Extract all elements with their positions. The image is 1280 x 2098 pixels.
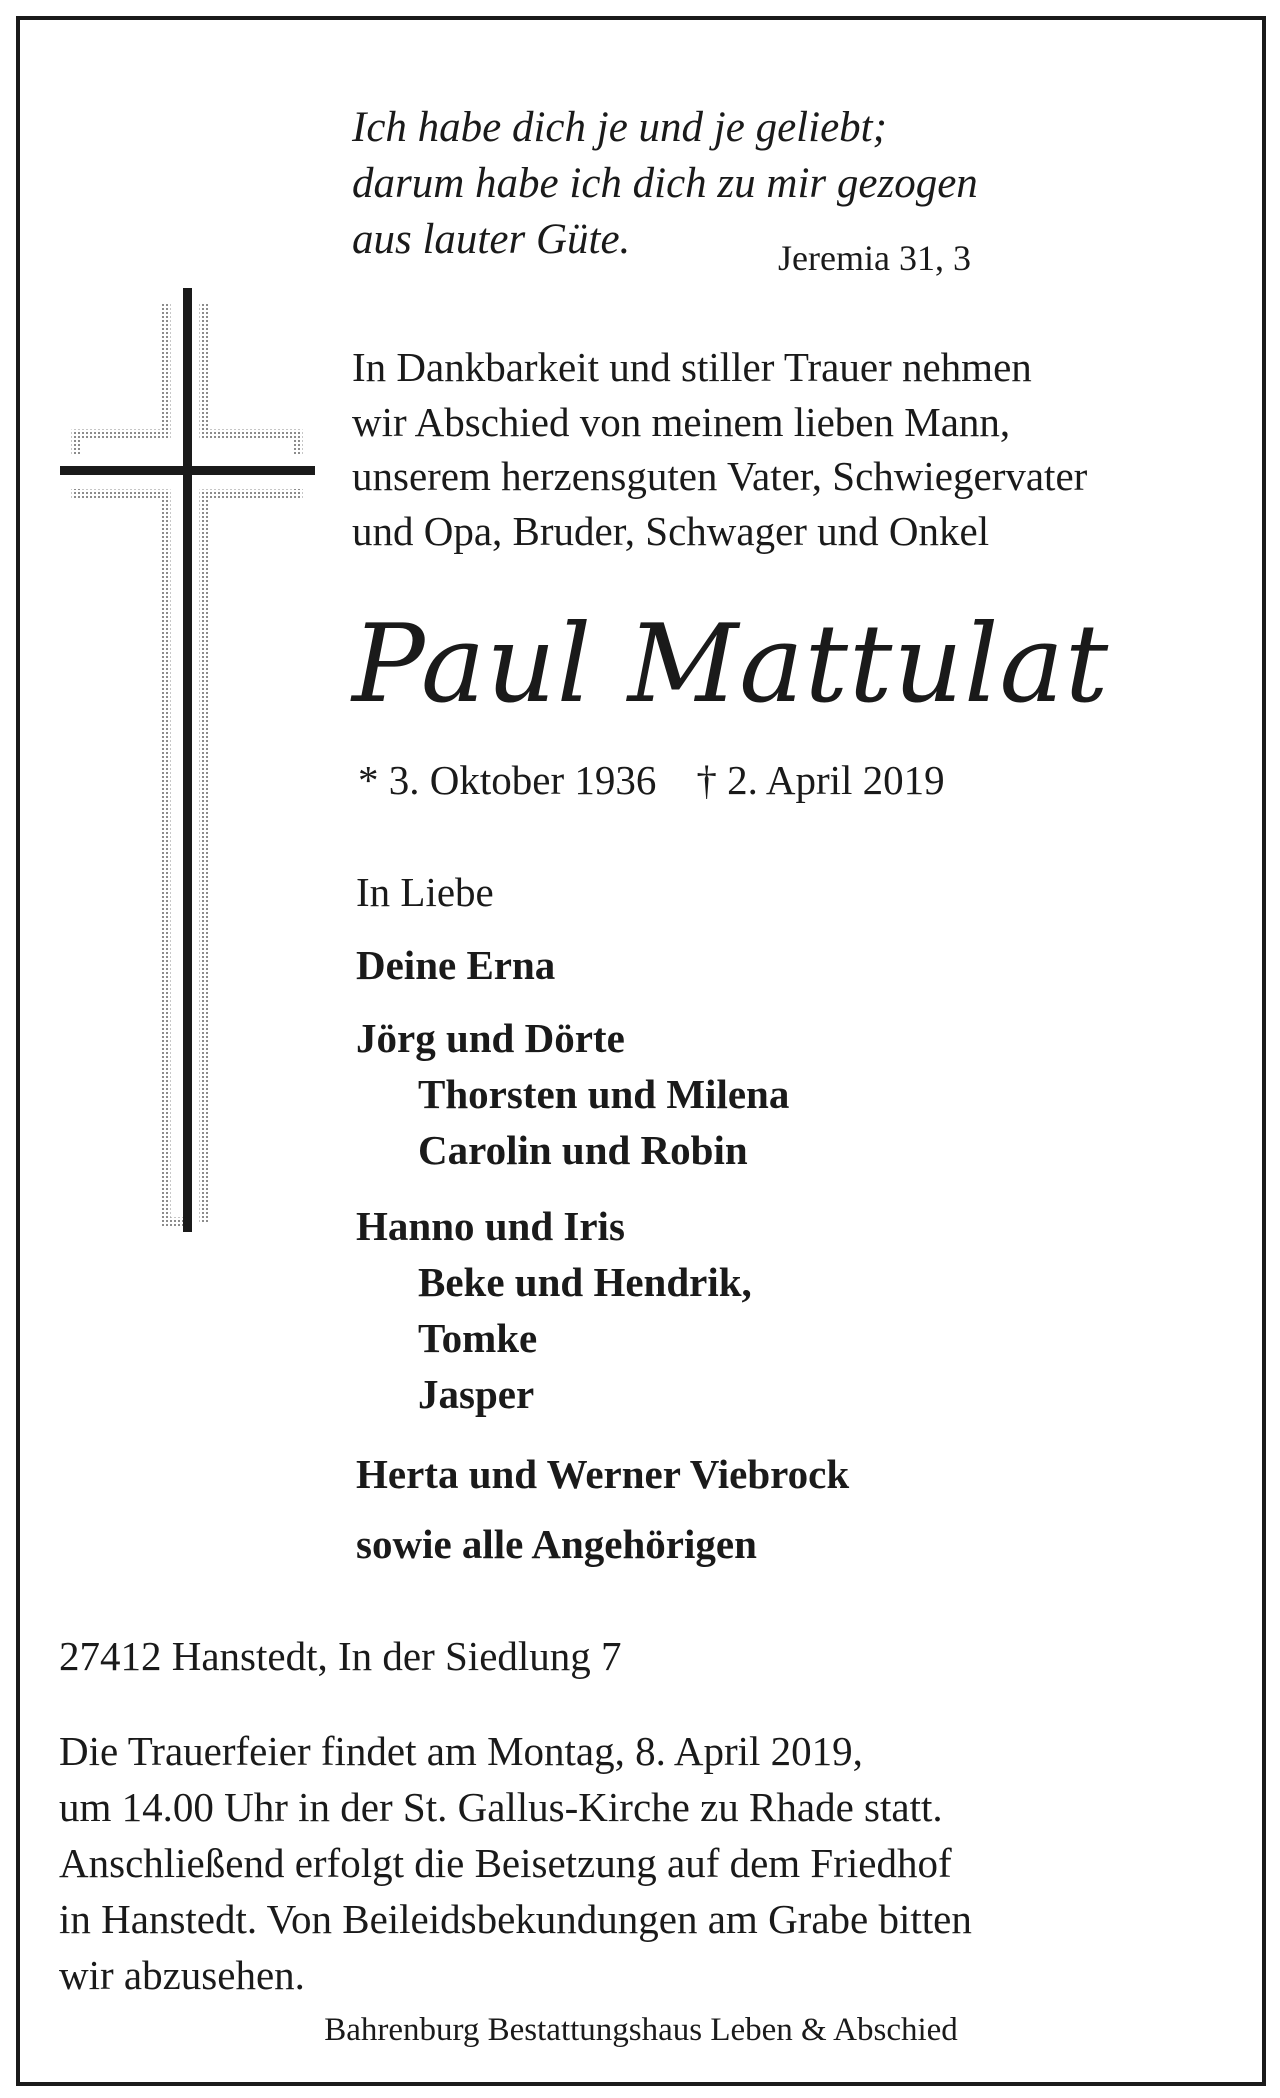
announcement-line: In Dankbarkeit und stiller Trauer nehmen (352, 344, 1032, 390)
announcement-line: wir Abschied von meinem lieben Mann, (352, 398, 1011, 445)
family-other: sowie alle Angehörigen (356, 1521, 757, 1567)
family-other: Herta und Werner Viebrock (356, 1451, 850, 1497)
verse-line: Ich habe dich je und je geliebt; (352, 104, 887, 151)
death-date: † 2. April 2019 (696, 757, 945, 803)
family-spouse: Deine Erna (356, 942, 556, 988)
deceased-name: Paul Mattulat (352, 602, 1110, 727)
verse-reference: Jeremia 31, 3 (778, 238, 971, 278)
announcement-line: und Opa, Bruder, Schwager und Onkel (352, 507, 990, 554)
family-group-head: Hanno und Iris (356, 1203, 625, 1249)
address: 27412 Hanstedt, In der Siedlung 7 (59, 1633, 622, 1679)
announcement-line: unserem herzensguten Vater, Schwiegervater (352, 453, 1088, 499)
family-member: Thorsten und Milena (418, 1071, 790, 1117)
verse-line: aus lauter Güte. (352, 216, 631, 263)
family-member: Jasper (418, 1371, 535, 1417)
service-info (59, 1723, 972, 2003)
birth-date: * 3. Oktober 1936 (358, 757, 657, 803)
family-member: Tomke (418, 1315, 538, 1361)
service-line: Anschließend erfolgt die Beisetzung auf dem Friedhof (59, 1840, 952, 1886)
life-dates (358, 752, 945, 808)
service-line: in Hanstedt. Von Beileidsbekundungen am Grabe bitten (59, 1896, 972, 1942)
closing-phrase: In Liebe (356, 869, 494, 915)
family-member: Beke und Hendrik, (418, 1259, 752, 1305)
funeral-home-footer: Bahrenburg Bestattungshaus Leben & Abschied (324, 2012, 958, 2048)
verse-line: darum habe ich dich zu mir gezogen (352, 160, 978, 207)
service-line: um 14.00 Uhr in der St. Gallus-Kirche zu Rhade statt. (59, 1784, 943, 1830)
family-member: Carolin und Robin (418, 1127, 748, 1173)
family-group-head: Jörg und Dörte (356, 1015, 625, 1061)
latin-cross-icon (58, 284, 318, 1240)
announcement-text (352, 340, 1087, 558)
service-line: wir abzusehen. (59, 1952, 305, 1998)
service-line: Die Trauerfeier findet am Montag, 8. April 2019, (59, 1728, 863, 1774)
